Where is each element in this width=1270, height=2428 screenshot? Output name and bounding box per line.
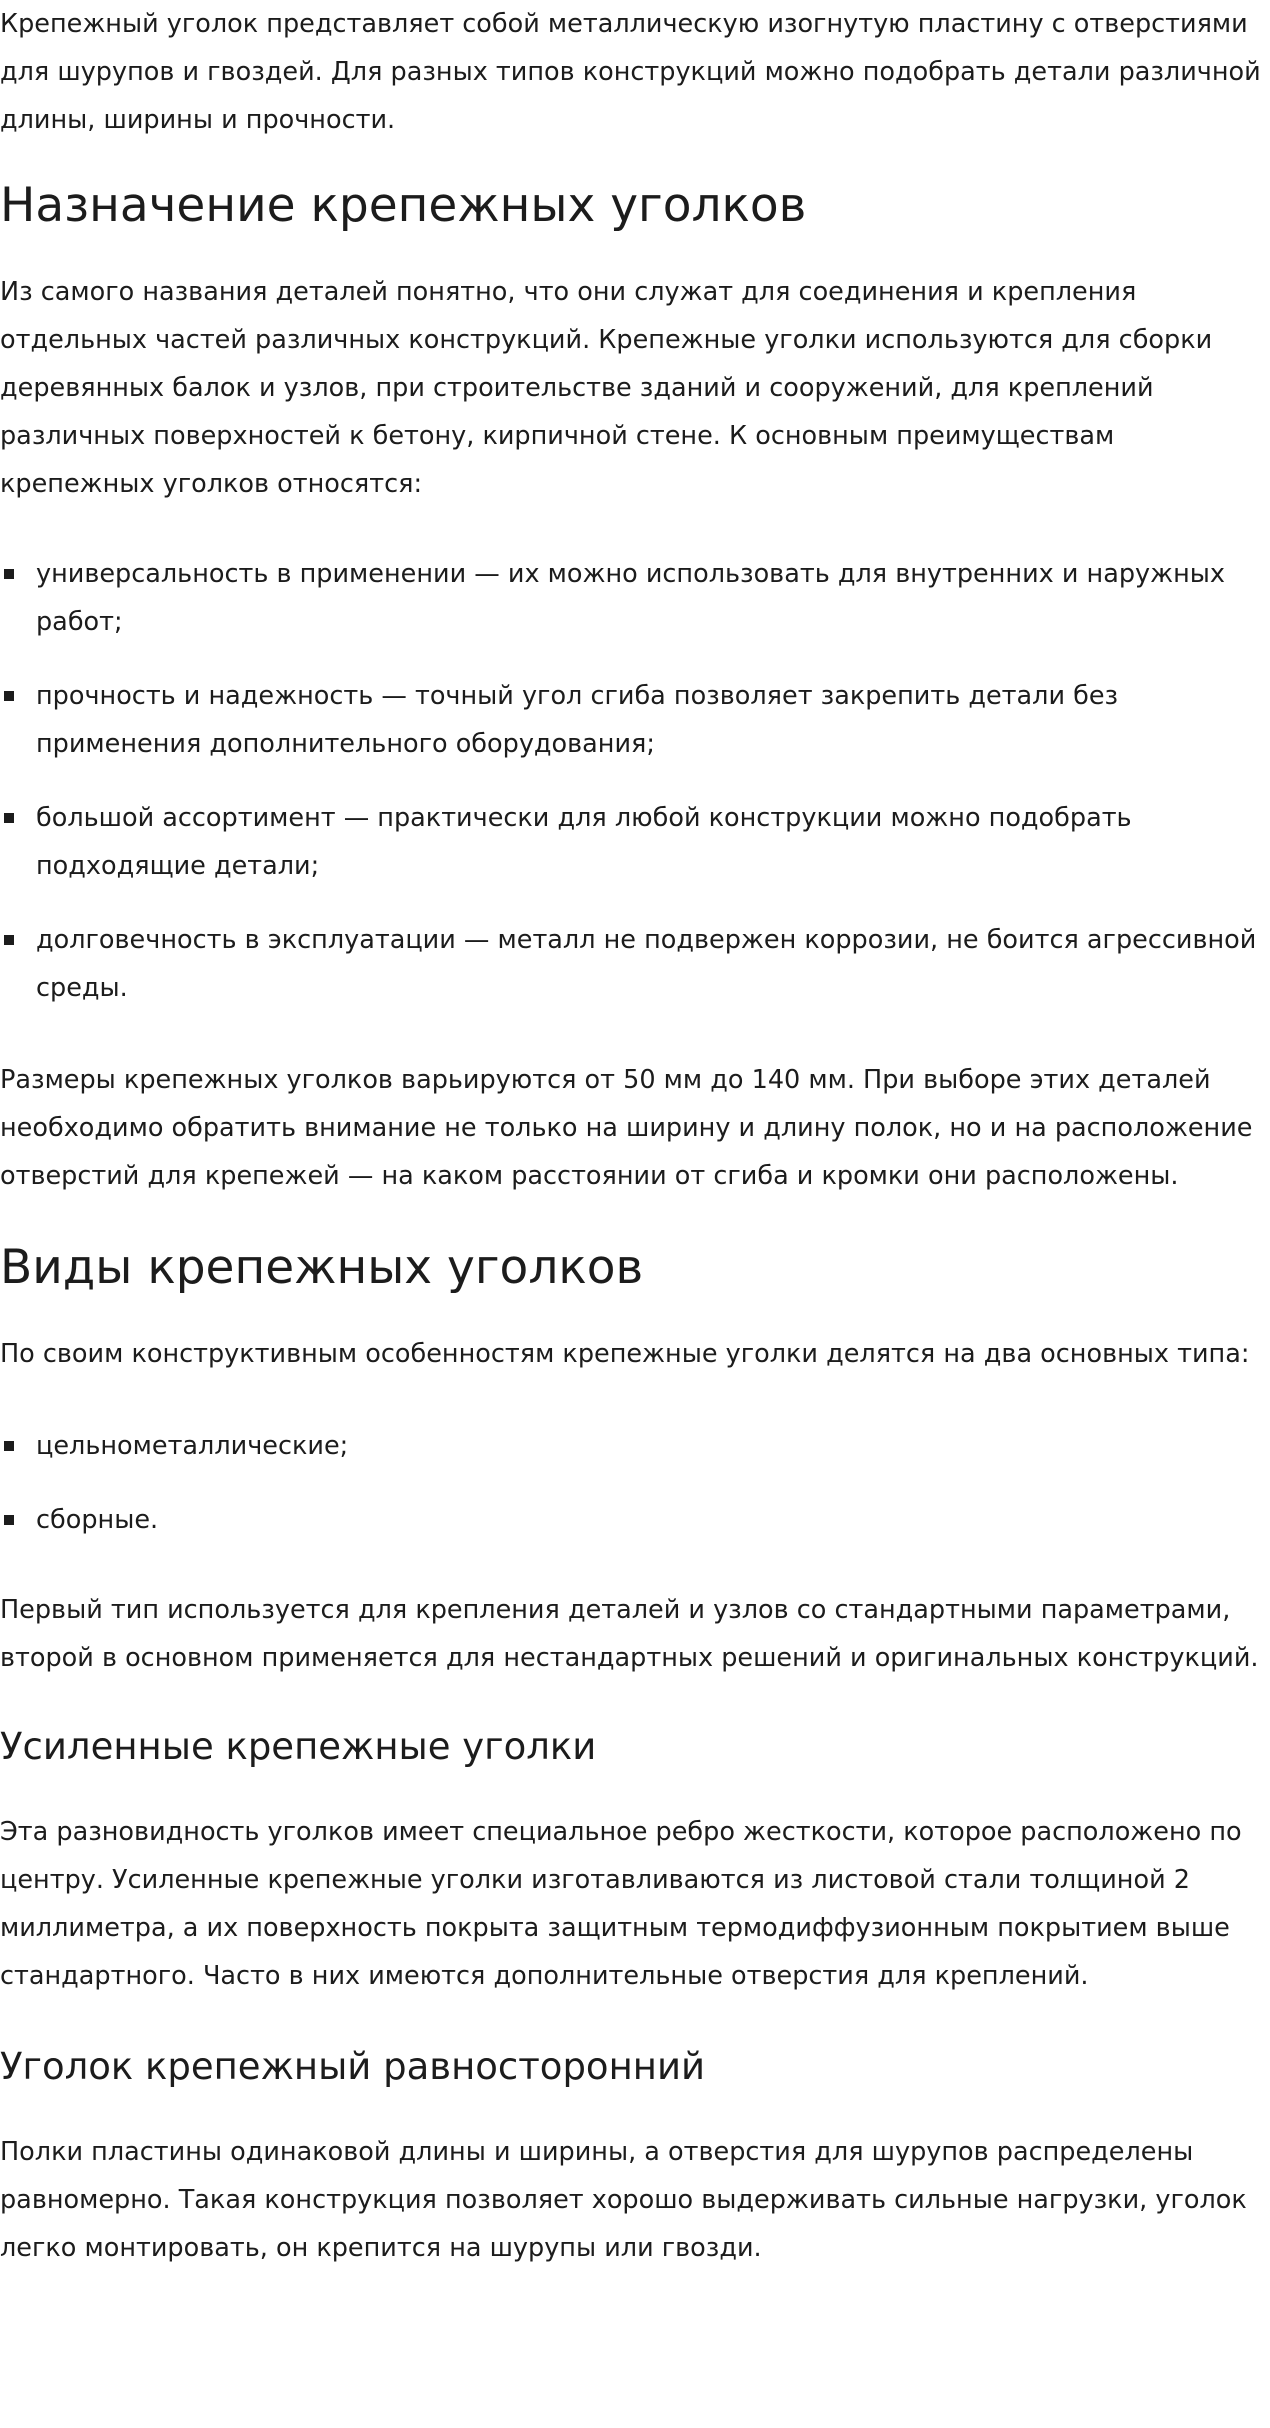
list-item [0, 916, 1270, 1012]
list-item [0, 1496, 1270, 1544]
square-bullet-icon [4, 569, 14, 579]
advantages-list [0, 550, 1270, 1012]
square-bullet-icon [4, 1441, 14, 1451]
list-item-text: прочность и надежность — точный угол сгиба позволяет закрепить детали без применения дополнительного оборудования; [36, 681, 1119, 759]
types-after-paragraph: Первый тип используется для крепления деталей и узлов со стандартными параметрами, второй в основном применяется для нестандартных решений и оригинальных конструкций. [0, 1595, 1259, 1673]
section-heading-types: Виды крепежных уголков [0, 1240, 644, 1295]
list-item [0, 794, 1270, 890]
intro-paragraph: Крепежный уголок представляет собой металлическую изогнутую пластину с отверстиями для шурупов и гвоздей. Для разных типов конструкций можно подобрать детали различной длины, ширины и прочности. [0, 9, 1261, 135]
types-list [0, 1422, 1270, 1544]
purpose-paragraph: Из самого названия деталей понятно, что они служат для соединения и крепления отдельных частей различных конструкций. Крепежные уголки используются для сборки деревянных балок и узлов, при строительстве зданий и сооружений, для креплений различных поверхностей к бетону, кирпичной стене. К основным преимуществам крепежных уголков относятся: [0, 277, 1213, 499]
list-item-text: универсальность в применении — их можно использовать для внутренних и наружных работ; [36, 559, 1225, 637]
section-heading-purpose: Назначение крепежных уголков [0, 178, 807, 233]
square-bullet-icon [4, 813, 14, 823]
square-bullet-icon [4, 1515, 14, 1525]
list-item-text: большой ассортимент — практически для любой конструкции можно подобрать подходящие детали; [36, 803, 1132, 881]
list-item [0, 550, 1270, 646]
section-heading-equilateral: Уголок крепежный равносторонний [0, 2045, 706, 2088]
square-bullet-icon [4, 935, 14, 945]
types-paragraph: По своим конструктивным особенностям крепежные уголки делятся на два основных типа: [0, 1339, 1250, 1369]
list-item-text: сборные. [36, 1505, 159, 1535]
list-item [0, 672, 1270, 768]
sizes-paragraph: Размеры крепежных уголков варьируются от 50 мм до 140 мм. При выборе этих деталей необходимо обратить внимание не только на ширину и длину полок, но и на расположение отверстий для крепежей — на каком расстоянии от сгиба и кромки они расположены. [0, 1065, 1253, 1191]
list-item-text: долговечность в эксплуатации — металл не подвержен коррозии, не боится агрессивной среды. [36, 925, 1257, 1003]
list-item-text: цельнометаллические; [36, 1431, 349, 1461]
reinforced-paragraph: Эта разновидность уголков имеет специальное ребро жесткости, которое расположено по центру. Усиленные крепежные уголки изготавливаются из листовой стали толщиной 2 миллиметра, а их поверхность покрыта защитным термодиффузионным покрытием выше стандартного. Часто в них имеются дополнительные отверстия для креплений. [0, 1817, 1242, 1991]
equilateral-paragraph: Полки пластины одинаковой длины и ширины, а отверстия для шурупов распределены равномерно. Такая конструкция позволяет хорошо выдерживать сильные нагрузки, уголок легко монтировать, он крепится на шурупы или гвозди. [0, 2137, 1247, 2263]
list-item [0, 1422, 1270, 1470]
square-bullet-icon [4, 691, 14, 701]
section-heading-reinforced: Усиленные крепежные уголки [0, 1725, 597, 1768]
